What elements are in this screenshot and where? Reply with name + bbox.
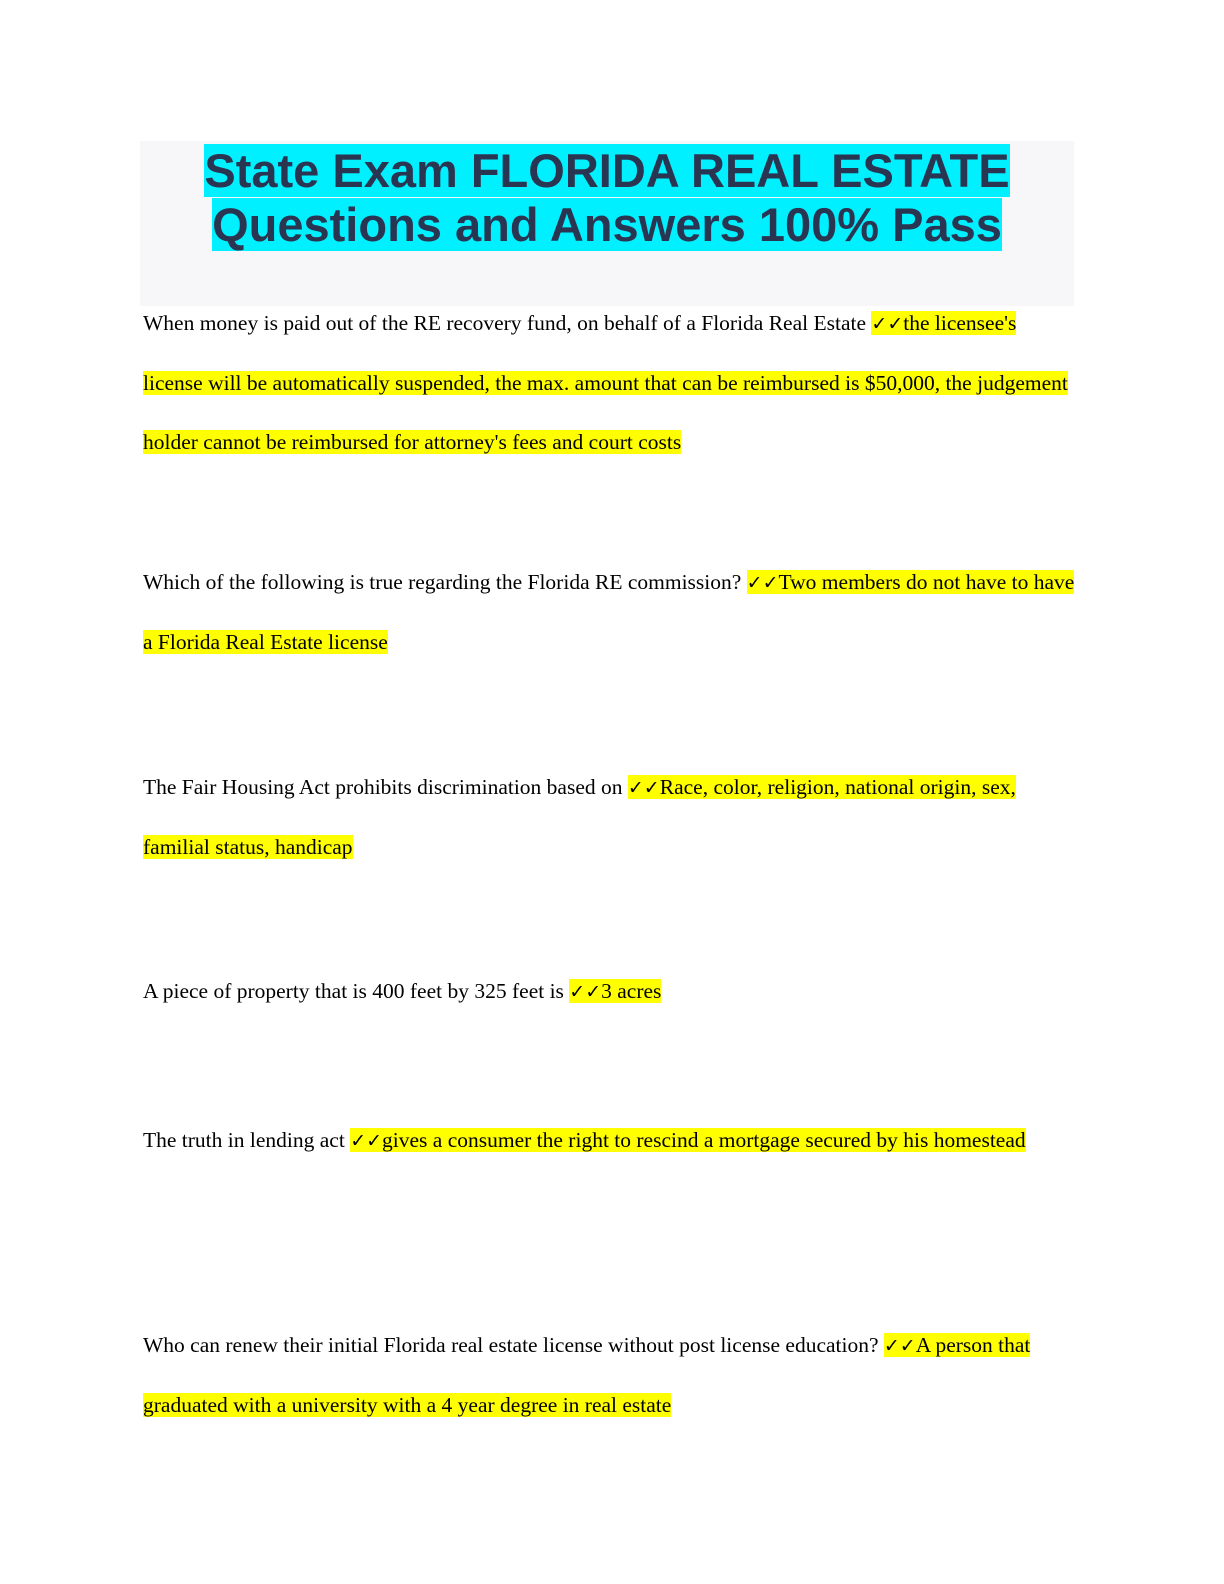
check-mark-icon: ✓✓ <box>871 313 904 335</box>
question-text: The Fair Housing Act prohibits discrimination based on <box>143 775 628 799</box>
check-mark-icon: ✓✓ <box>569 981 602 1003</box>
question-text: When money is paid out of the RE recovery fund, on behalf of a Florida Real Estate <box>143 311 872 335</box>
answer-text: Two members do not have to have a Florida Real Estate license <box>143 570 1075 654</box>
check-mark-icon: ✓✓ <box>746 572 779 594</box>
answer-text: the licensee's license will be automatically suspended, the max. amount that can be reimbursed is $50,000, the judgement holder cannot be reimbursed for attorney's fees and court costs <box>143 311 1068 454</box>
title-line-2: Questions and Answers 100% Pass <box>212 198 1002 251</box>
answer-text: 3 acres <box>601 979 662 1003</box>
title-block <box>140 141 1074 306</box>
answer-highlight <box>350 1128 1025 1152</box>
document-title <box>140 141 1074 252</box>
question-text: Which of the following is true regarding the Florida RE commission? <box>143 570 747 594</box>
question-text: Who can renew their initial Florida real estate license without post license education? <box>143 1333 884 1357</box>
question-text: A piece of property that is 400 feet by 325 feet is <box>143 979 570 1003</box>
check-mark-icon: ✓✓ <box>627 777 660 799</box>
answer-text: Race, color, religion, national origin, sex, familial status, handicap <box>143 775 1016 859</box>
answer-highlight <box>569 979 661 1003</box>
qa-item-6 <box>143 1316 1079 1435</box>
qa-item-4 <box>143 962 1079 1022</box>
check-mark-icon: ✓✓ <box>350 1130 383 1152</box>
answer-text: A person that graduated with a university with a 4 year degree in real estate <box>143 1333 1031 1417</box>
answer-text: gives a consumer the right to rescind a mortgage secured by his homestead <box>382 1128 1026 1152</box>
title-line-1: State Exam FLORIDA REAL ESTATE <box>204 144 1010 197</box>
qa-item-1 <box>143 294 1079 472</box>
qa-item-3 <box>143 758 1079 877</box>
qa-item-5 <box>143 1111 1079 1171</box>
qa-item-2 <box>143 553 1079 672</box>
question-text: The truth in lending act <box>143 1128 351 1152</box>
check-mark-icon: ✓✓ <box>883 1335 916 1357</box>
